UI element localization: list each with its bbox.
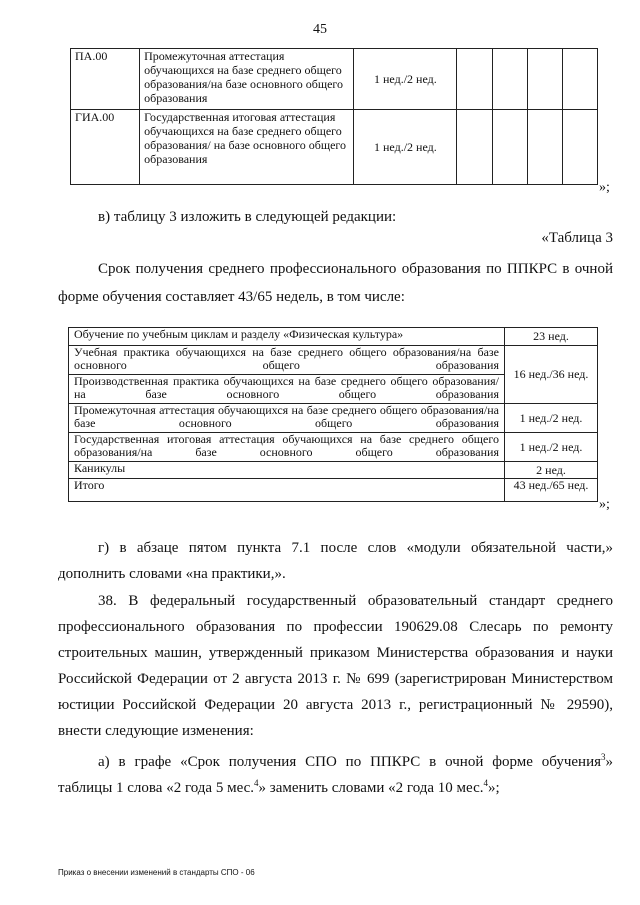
paragraph-b: в) таблицу 3 изложить в следующей редакции:	[98, 209, 397, 225]
table-1-fragment	[70, 48, 598, 185]
paragraph-38-line-6: внести следующие изменения:	[58, 723, 254, 739]
empty-cell	[562, 110, 597, 185]
paragraph-a-line-2	[58, 772, 613, 799]
row-name: Государственная итоговая аттестация обучающихся на базе среднего общего образования/ на базе основного общего образования	[140, 110, 354, 185]
row-name: Государственная итоговая аттестация обучающихся на базе среднего общего образования/на базе основного общего образования	[69, 433, 505, 462]
table-row	[71, 49, 598, 110]
paragraph-a-text: а) в графе «Срок получения СПО по ППКРС в очной форме обучения	[98, 754, 601, 770]
empty-cell	[492, 110, 527, 185]
row-code: ГИА.00	[71, 110, 140, 185]
term-line-2: форме обучения составляет 43/65 недель, в том числе:	[58, 289, 405, 305]
empty-cell	[527, 110, 562, 185]
row-duration: 1 нед./2 нед.	[354, 49, 457, 110]
row-duration: 1 нед./2 нед.	[354, 110, 457, 185]
row-code: ПА.00	[71, 49, 140, 110]
paragraph-38-line-4: Российской Федерации от 2 августа 2013 г. № 699 (зарегистрирован Министерством	[58, 671, 613, 687]
table-3-caption: «Таблица 3	[541, 230, 613, 246]
row-name: Обучение по учебным циклам и разделу «Физическая культура»	[69, 328, 505, 346]
row-name: Каникулы	[69, 462, 505, 479]
table-row	[71, 110, 598, 185]
paragraph-a-end: »;	[488, 780, 500, 796]
paragraph-g-line-2: дополнить словами «на практики,».	[58, 566, 286, 582]
empty-cell	[527, 49, 562, 110]
paragraph-38-line-2: профессионального образования по профессии 190629.08 Слесарь по ремонту	[58, 619, 613, 635]
table-row	[69, 433, 598, 462]
table-row	[69, 479, 598, 502]
empty-cell	[457, 110, 492, 185]
document-footer: Приказ о внесении изменений в стандарты СПО - 06	[58, 868, 255, 877]
row-value: 23 нед.	[505, 328, 598, 346]
paragraph-a-text: таблицы 1 слова «2 года 5 мес.	[58, 780, 255, 796]
empty-cell	[562, 49, 597, 110]
footnote-ref: 4	[254, 778, 259, 788]
table-row	[69, 346, 598, 375]
row-name: Промежуточная аттестация обучающихся на базе среднего общего образования/на базе основного общего образования	[69, 404, 505, 433]
table-row	[69, 404, 598, 433]
row-value: 2 нед.	[505, 462, 598, 479]
row-value: 1 нед./2 нед.	[505, 404, 598, 433]
empty-cell	[457, 49, 492, 110]
paragraph-a-line-1	[98, 746, 613, 773]
paragraph-g-line-1: г) в абзаце пятом пункта 7.1 после слов «модули обязательной части,»	[98, 540, 613, 556]
table-3	[68, 327, 598, 502]
table-3-closing-quote: »;	[599, 497, 610, 512]
table-1-closing-quote: »;	[599, 180, 610, 195]
paragraph-38-line-1: 38. В федеральный государственный образовательный стандарт среднего	[98, 593, 613, 609]
table-row	[69, 462, 598, 479]
footnote-ref: 4	[483, 778, 488, 788]
paragraph-a-end: »	[605, 754, 613, 770]
paragraph-a-text: » заменить словами «2 года 10 мес.	[258, 780, 484, 796]
row-name: Итого	[69, 479, 505, 502]
page-number: 45	[313, 22, 327, 37]
row-value: 16 нед./36 нед.	[505, 346, 598, 404]
row-name: Производственная практика обучающихся на базе среднего общего образования/на базе основного общего образования	[69, 375, 505, 404]
table-row	[69, 328, 598, 346]
empty-cell	[492, 49, 527, 110]
row-value: 43 нед./65 нед.	[505, 479, 598, 502]
paragraph-38-line-5: юстиции Российской Федерации 20 августа 2013 г., регистрационный № 29590),	[58, 697, 613, 713]
row-name: Промежуточная аттестация обучающихся на базе среднего общего образования/на базе основного общего образования	[140, 49, 354, 110]
paragraph-38-line-3: строительных машин, утвержденный приказом Министерства образования и науки	[58, 645, 613, 661]
row-value: 1 нед./2 нед.	[505, 433, 598, 462]
term-line-1: Срок получения среднего профессионального образования по ППКРС в очной	[98, 261, 613, 277]
footnote-ref: 3	[601, 752, 606, 762]
row-name: Учебная практика обучающихся на базе среднего общего образования/на базе основного общего образования	[69, 346, 505, 375]
